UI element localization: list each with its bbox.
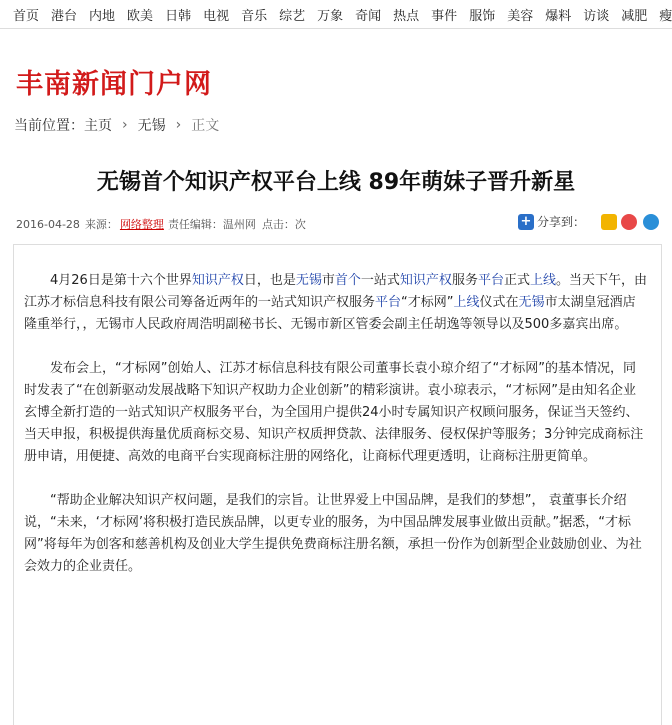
nav-item[interactable]: 首页 [13,8,40,24]
text-span: 仪式在 [479,295,519,310]
nav-item[interactable]: 港台 [51,8,78,24]
keyword-link[interactable]: 知识产权 [399,273,452,288]
nav-item[interactable]: 热点 [393,8,420,24]
breadcrumb-label: 当前位置： [14,118,84,134]
text-span: 市 [321,273,335,288]
share-label: 分享到： [537,215,586,229]
editor: 责任编辑：温州网 [167,218,256,231]
nav-item[interactable]: 欧美 [127,8,154,24]
keyword-link[interactable]: 无锡 [518,295,545,310]
source-label: 来源： [84,218,118,231]
nav-item[interactable]: 音乐 [241,8,268,24]
tencent-weibo-icon[interactable] [643,214,659,230]
text-span: “帮助企业解决知识产权问题，是我们的宗旨。让世界爱上中国品牌，是我们的梦想”， 袁董事长介绍说，“未来，‘才标网’将积极打造民族品牌，以更专业的服务，为中国品牌发展事业做出贡献。”据悉，“才标网”将每年为创客和慈善机构及创业大学生提供免费商标注册名额，承担一份作为创新型企业鼓励创业、为社会效力的企业责任。 [24,493,642,574]
text-span: 4月26日是第十六个世界 [50,273,192,288]
nav-item[interactable]: 日韩 [165,8,192,24]
nav-item[interactable]: 美容 [507,8,534,24]
breadcrumb-separator: › [175,117,182,133]
share-bar [518,213,659,230]
text-span: 。当天下午，由江苏才标信息科技有限公司筹备近两年的一站式知识产权服务 [24,273,648,310]
click-count: 点击：次 [261,218,306,231]
article-paragraph [24,270,648,336]
nav-item[interactable]: 减肥 [621,8,648,24]
text-span: “才标网” [401,295,454,310]
article-meta [16,216,308,232]
keyword-link[interactable]: 平台 [477,273,504,288]
text-span: 发布会上，“才标网”创始人、江苏才标信息科技有限公司董事长袁小琼介绍了“才标网”的基本情况，同时发表了“在创新驱动发展战略下知识产权助力企业创新”的精彩演讲。袁小琼表示，“才标网”是由知名企业玄博全新打造的一站式知识产权服务平台，为全国用户提供24小时专属知识产权顾问服务，保证当天签约、当天申报，积极提供海量优质商标交易、知识产权质押贷款、法律服务、侵权保护等服务；3分钟完成商标注册申请，用便捷、高效的电商平台实现商标注册的网络化，让商标代理更透明，让商标注册更简单。 [24,361,644,464]
qzone-icon[interactable] [601,214,617,230]
article-paragraph [24,490,648,578]
site-logo[interactable]: 丰南新闻门户网 [16,69,212,100]
breadcrumb-current: 正文 [191,118,220,134]
nav-item[interactable]: 内地 [89,8,116,24]
nav-item[interactable]: 访谈 [583,8,610,24]
article-date: 2016-04-28 [16,217,80,231]
nav-item[interactable]: 万象 [317,8,344,24]
article-content [24,270,648,600]
share-plus-icon[interactable]: + [518,214,534,230]
text-span: 日，也是 [243,273,296,288]
article-title: 无锡首个知识产权平台上线 89年萌妹子晋升新星 [96,170,576,195]
breadcrumb-city[interactable]: 无锡 [137,118,166,134]
top-nav [0,0,672,29]
keyword-link[interactable]: 知识产权 [191,273,244,288]
breadcrumb-separator: › [122,117,128,133]
text-span: 正式 [503,273,530,288]
keyword-link[interactable]: 平台 [375,295,402,310]
text-span: 市太湖皇冠酒店隆重举行，，无锡市人民政府周浩明副秘书长、无锡市新区管委会副主任胡逸等领导以及500多嘉宾出席。 [24,295,636,332]
keyword-link[interactable]: 首个 [334,273,361,288]
nav-item[interactable]: 奇闻 [355,8,382,24]
nav-item[interactable]: 电视 [203,8,230,24]
nav-item[interactable]: 事件 [431,8,458,24]
breadcrumb-home[interactable]: 主页 [84,118,112,134]
text-span: 一站式 [360,273,400,288]
text-span: 服务 [451,273,478,288]
keyword-link[interactable]: 无锡 [295,273,322,288]
nav-item[interactable]: 爆料 [545,8,572,24]
nav-item[interactable]: 服饰 [469,8,496,24]
article-paragraph [24,358,648,468]
breadcrumb [14,115,219,135]
keyword-link[interactable]: 上线 [453,295,480,310]
nav-item[interactable]: 综艺 [279,8,306,24]
nav-item[interactable]: 瘦 [659,8,672,24]
weibo-icon[interactable] [621,214,637,230]
keyword-link[interactable]: 上线 [529,273,556,288]
source-link[interactable]: 网络整理 [119,218,164,231]
